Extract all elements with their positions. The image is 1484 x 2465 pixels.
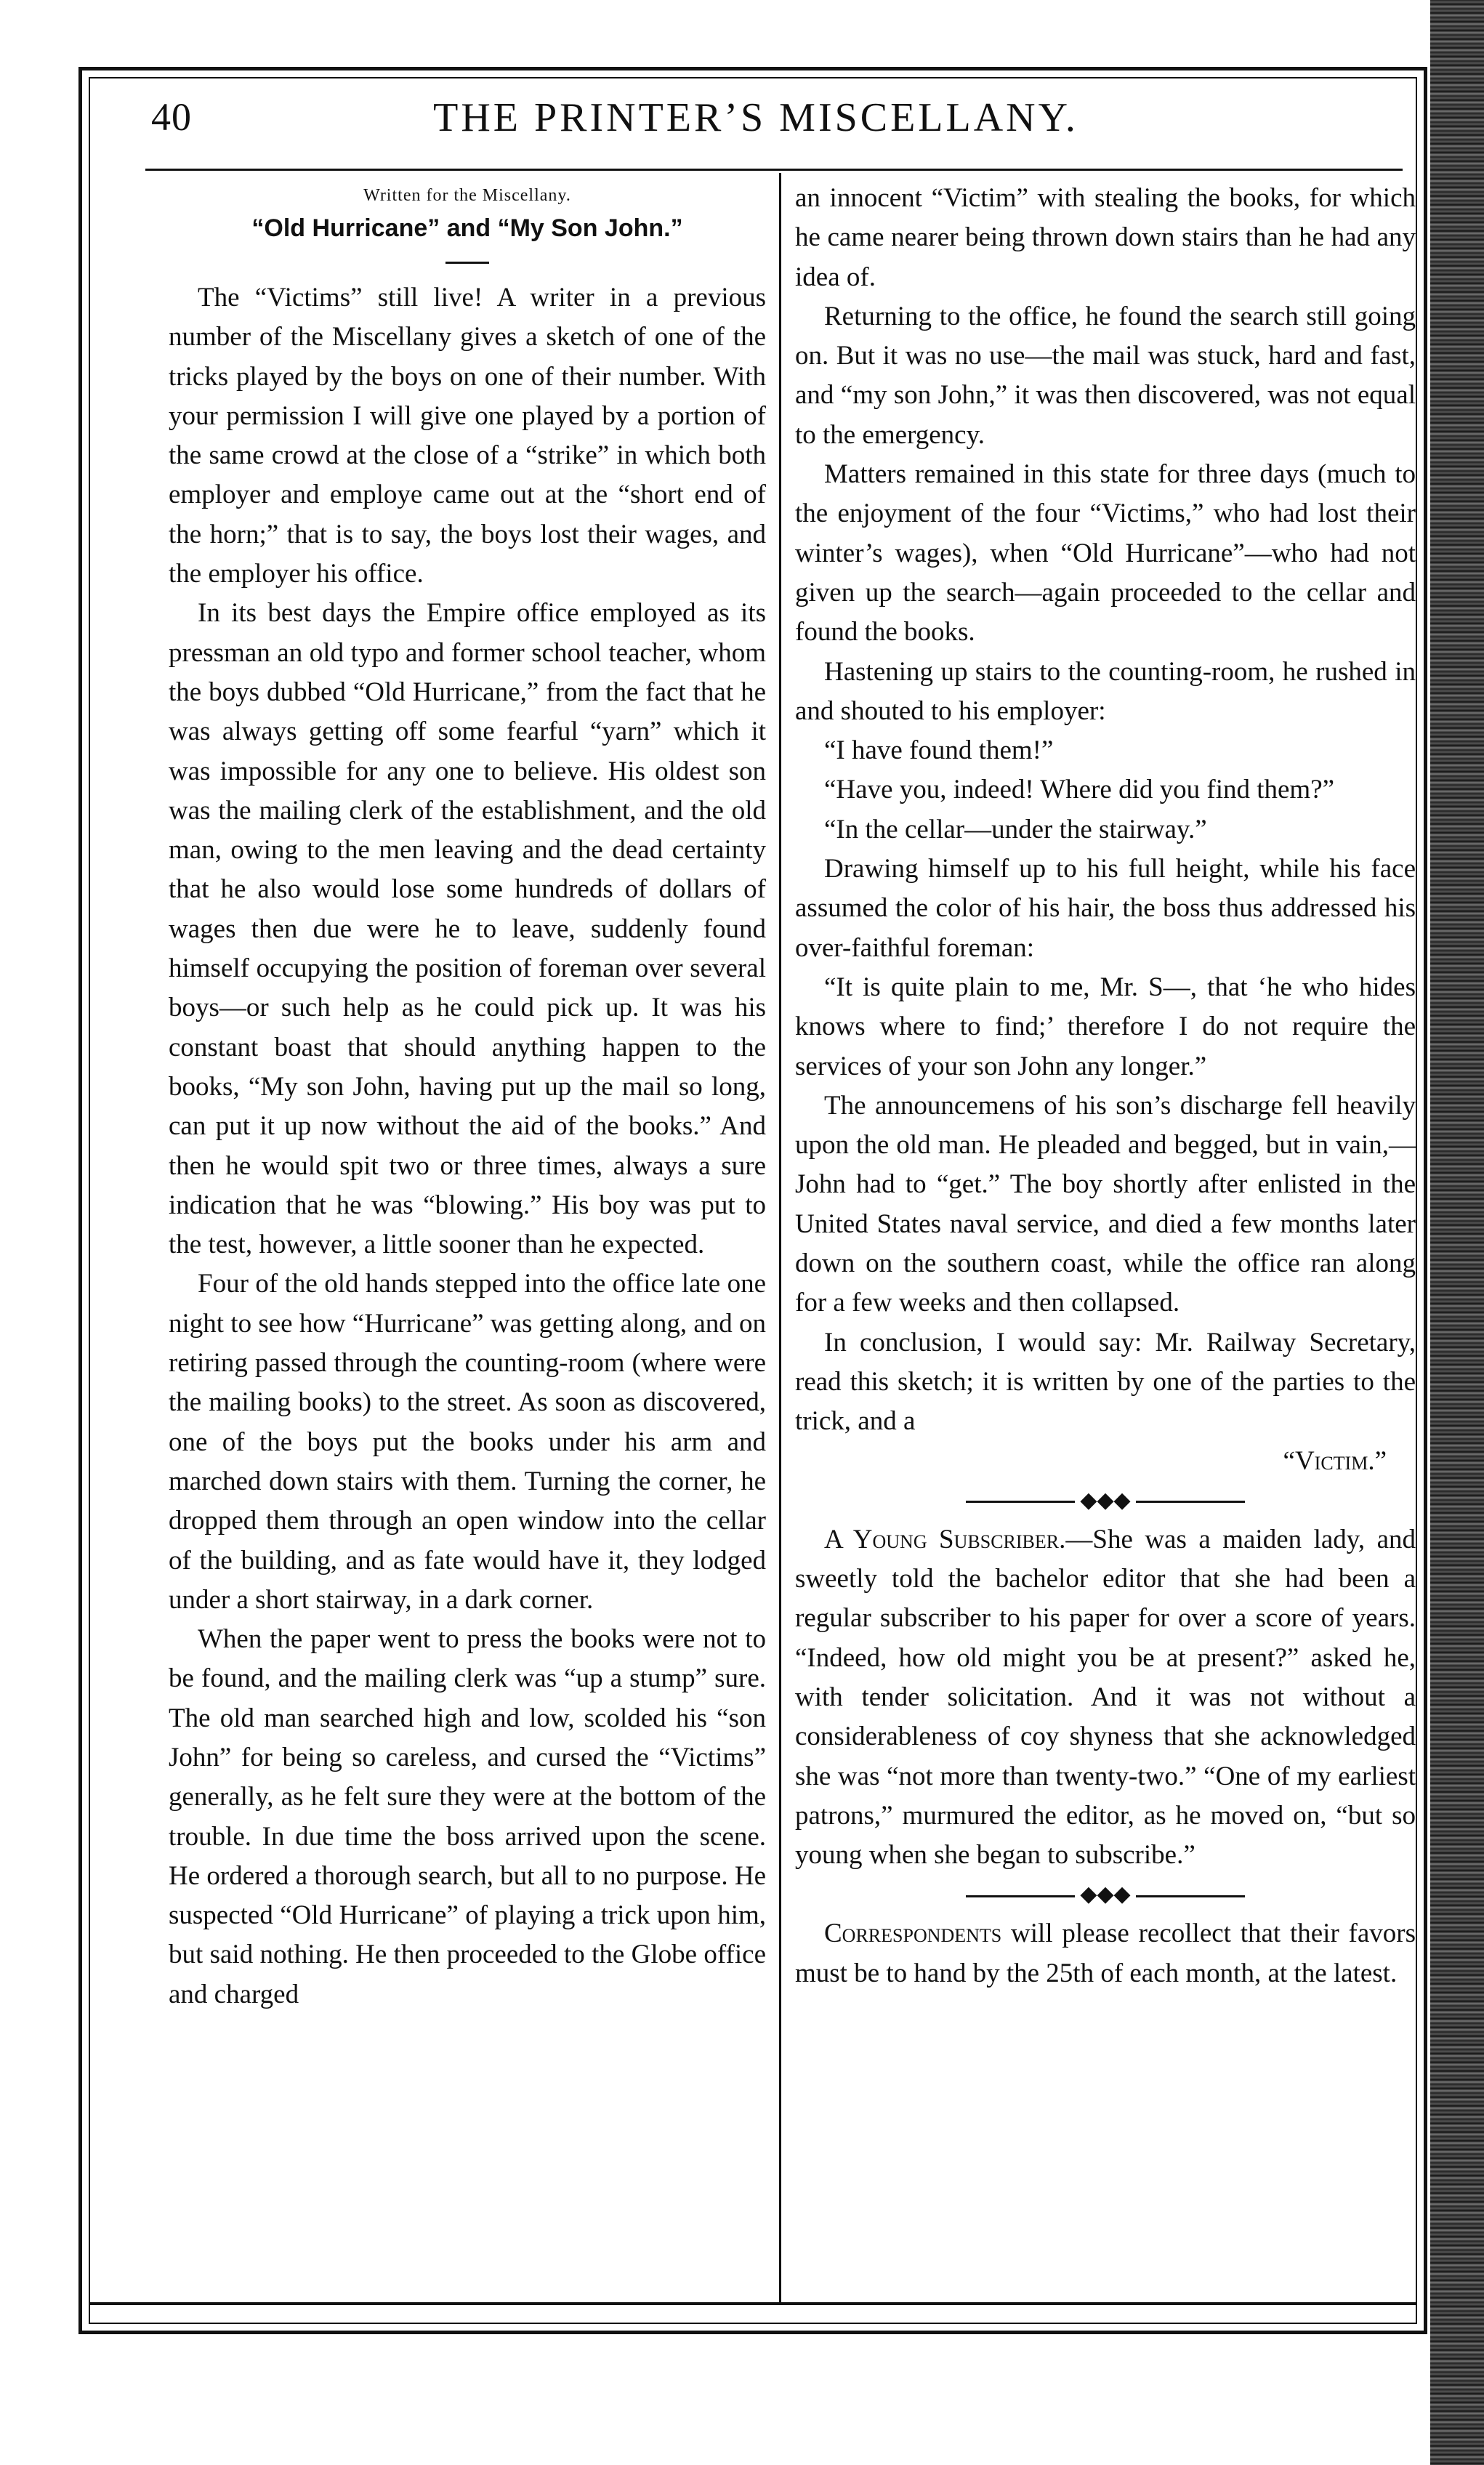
paragraph: Drawing himself up to his full height, while his face assumed the color of his hair, the boss thus addressed his over-faithful foreman:: [795, 854, 1416, 963]
paragraph: Matters remained in this state for three days (much to the enjoyment of the four “Victims,” who had lost their winter’s wages), when “Old Hurricane”—who had not given up the search—again proceeded to the cellar and found the books.: [795, 459, 1416, 647]
item-body: will please recollect that their favors must be to hand by the 25th of each month, at the latest.: [795, 1919, 1416, 1988]
right-column: [795, 179, 1416, 1993]
ornament-glyph: ◆◆◆: [1080, 1488, 1131, 1512]
paragraph: The announcemens of his son’s discharge fell heavily upon the old man. He pleaded and begged, but in vain,—John had to “get.” The boy shortly after enlisted in the United States naval service, and died a few months later down on the southern coast, while the office ran along for a few weeks and then collapsed.: [795, 1090, 1416, 1318]
paragraph: “It is quite plain to me, Mr. S—, that ‘he who hides knows where to find;’ therefore I do not require the services of your son John any longer.”: [795, 972, 1416, 1081]
bottom-rule: [89, 2302, 1417, 2305]
paragraph: The “Victims” still live! A writer in a previous number of the Miscellany gives a sketch of one of the tricks played by the boys on one of their number. With your permission I will give one played by a portion of the same crowd at the close of a “strike” in which both employer and employe came out at the “short end of the horn;” that is to say, the boys lost their wages, and the employer his office.: [169, 283, 766, 589]
paragraph: “Have you, indeed! Where did you find them?”: [824, 775, 1335, 805]
running-title: THE PRINTER’S MISCELLANY.: [433, 95, 1078, 140]
page-header: [116, 86, 1395, 158]
paragraph: In its best days the Empire office employed as its pressman an old typo and former school teacher, whom the boys dubbed “Old Hurricane,” from the fact that he was always getting off some fearful “yarn” which it was impossible for any one to believe. His oldest son was the mailing clerk of the establishment, and the old man, owing to the men leaving and the dead certainty that he also would lose some hundreds of dollars of wages then due were he to leave, suddenly found himself occupying the position of foreman over several boys—or such help as he could pick up. It was his constant boast that should anything happen to the books, “My son John, having put up the mail so long, can put it up now without the aid of the books.” And then he would spit two or three times, always a sure indication that he was “blowing.” His boy was put to the test, however, a little sooner than he expected.: [169, 598, 766, 1260]
title-rule: [445, 262, 489, 264]
ornament-line: [1136, 1501, 1245, 1503]
young-subscriber-item: [795, 1520, 1416, 1876]
page-number: 40: [151, 95, 192, 139]
paragraph: “In the cellar—under the stairway.”: [824, 814, 1207, 844]
item-body: —She was a maiden lady, and sweetly told the bachelor editor that she had been a regular subscriber to his paper for over a score of years. “Indeed, how old might you be at present?” asked he, with tender solicitation. And it was not without a considerableness of coy shyness that she acknowledged she was “not more than twenty-two.” “One of my earliest patrons,” murmured the editor, as he moved on, “but so young when she began to subscribe.”: [795, 1524, 1416, 1871]
paragraph: “I have found them!”: [824, 735, 1054, 766]
ornament-line: [1136, 1895, 1245, 1897]
correspondents-item: [795, 1914, 1416, 1993]
ornament-line: [966, 1895, 1075, 1897]
signature: “Victim.”: [1283, 1445, 1387, 1476]
column-divider: [779, 173, 781, 2302]
left-column: [169, 179, 766, 2014]
ornament-divider: [795, 1882, 1416, 1907]
paragraph: Four of the old hands stepped into the office late one night to see how “Hurricane” was getting along, and on retiring passed through the counting-room (where were the mailing books) to the street. As soon as discovered, one of the boys put the books under his arm and marched down stairs with them. Turning the corner, he dropped them through an open window into the cellar of the building, and as fate would have it, they lodged under a short stairway, in a dark corner.: [169, 1269, 766, 1615]
header-rule: [145, 169, 1403, 171]
ornament-divider: [795, 1488, 1416, 1513]
article-title: “Old Hurricane” and “My Son John.”: [251, 214, 683, 242]
item-lead: Correspondents: [824, 1919, 1002, 1949]
paragraph: When the paper went to press the books were not to be found, and the mailing clerk was “up a stump” sure. The old man searched high and low, scolded his “son John” for being so careless, and cursed the “Victims” generally, as he felt sure they were at the bottom of the trouble. In due time the boss arrived upon the scene. He ordered a thorough search, but all to no purpose. He suspected “Old Hurricane” of playing a trick upon him, but said nothing. He then proceeded to the Globe office and charged: [169, 1624, 766, 2009]
paragraph: Hastening up stairs to the counting-room, he rushed in and shouted to his employer:: [795, 656, 1416, 726]
ornament-glyph: ◆◆◆: [1080, 1882, 1131, 1907]
article-kicker: Written for the Miscellany.: [363, 186, 571, 205]
page-edge-shading: [1430, 0, 1484, 2465]
paragraph: an innocent “Victim” with stealing the books, for which he came nearer being thrown down stairs than he had any idea of.: [795, 183, 1416, 292]
ornament-line: [966, 1501, 1075, 1503]
paragraph: Returning to the office, he found the search still going on. But it was no use—the mail was stuck, hard and fast, and “my son John,” it was then discovered, was not equal to the emergency.: [795, 301, 1416, 450]
item-lead: A Young Subscriber.: [824, 1524, 1066, 1554]
paragraph: In conclusion, I would say: Mr. Railway Secretary, read this sketch; it is written by one of the parties to the trick, and a: [795, 1327, 1416, 1437]
